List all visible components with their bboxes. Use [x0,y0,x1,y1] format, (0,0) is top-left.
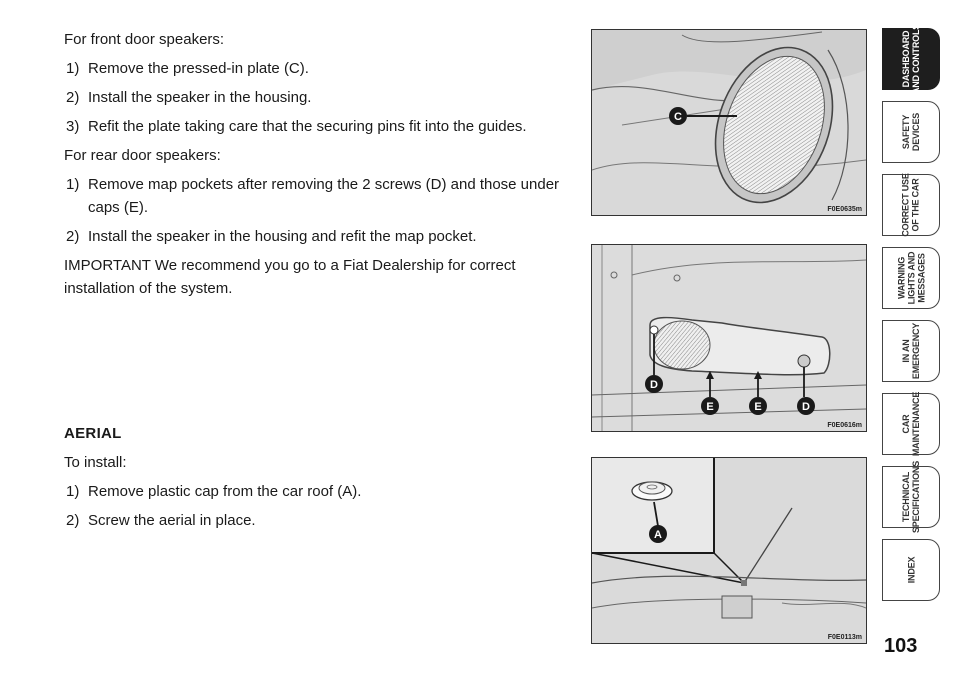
figure-code-1: F0E0635m [827,206,862,213]
tab-dashboard-and-controls[interactable]: DASHBOARD AND CONTROLS [882,28,940,90]
aerial-heading: AERIAL [64,425,122,442]
tab-safety-devices[interactable]: SAFETY DEVICES [882,101,940,163]
figure-code-2: F0E0616m [827,422,862,429]
rear-speakers-intro: For rear door speakers: [64,147,221,164]
tab-correct-use-of-the-car[interactable]: CORRECT USE OF THE CAR [882,174,940,236]
aerial-step-2: 2) Screw the aerial in place. [66,512,256,529]
callout-d-right-label: D [802,401,810,413]
callout-a-label: A [654,529,662,541]
figure-rear-door-speaker [591,244,867,432]
front-step-3: 3) Refit the plate taking care that the securing pins fit into the guides. [66,118,527,135]
rear-door-illustration [592,245,866,431]
rear-step-1: 1) Remove map pockets after removing the 2 screws (D) and those under caps (E). [66,176,560,216]
figure-aerial [591,457,867,644]
front-speakers-intro: For front door speakers: [64,31,225,48]
aerial-step-1: 1) Remove plastic cap from the car roof (A). [66,483,362,500]
callout-e-second-label: E [754,401,762,413]
important-note: IMPORTANT We recommend you go to a Fiat Dealership for correct installation of the system. [64,257,516,297]
tab-warning-lights-and-messages[interactable]: WARNING LIGHTS AND MESSAGES [882,247,940,309]
tab-technical-specifications[interactable]: TECHNICAL SPECIFICATIONS [882,466,940,528]
rear-step-2: 2) Install the speaker in the housing and refit the map pocket. [66,228,477,245]
front-door-illustration [592,30,866,215]
front-step-1: 1) Remove the pressed-in plate (C). [66,60,309,77]
instructions-column [64,28,564,306]
aerial-illustration [592,458,866,643]
callout-c-label: C [674,111,682,123]
aerial-intro: To install: [64,454,127,471]
tab-index[interactable]: INDEX [882,539,940,601]
page-number: 103 [884,635,918,657]
figure-code-3: F0E0113m [827,634,862,641]
figure-front-door-speaker [591,29,867,216]
aerial-section [64,422,564,538]
tab-car-maintenance[interactable]: CAR MAINTENANCE [882,393,940,455]
front-step-2: 2) Install the speaker in the housing. [66,89,312,106]
callout-e-first-label: E [706,401,714,413]
tab-in-an-emergency[interactable]: IN AN EMERGENCY [882,320,940,382]
callout-d-left-label: D [650,379,658,391]
